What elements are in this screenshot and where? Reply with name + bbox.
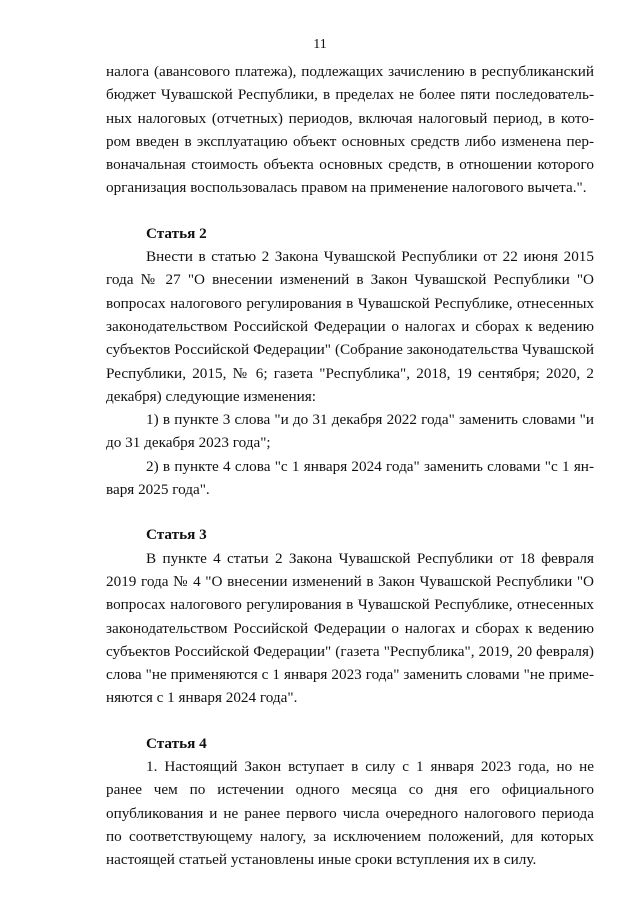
article-paragraph: 1) в пункте 3 слова "и до 31 декабря 2022 года" заменить словами "и до 31 декабря 2023 года"; [106, 411, 594, 452]
article-paragraph: В пункте 4 статьи 2 Закона Чувашской Республики от 18 февраля 2019 года № 4 "О внесении изменений в Закон Чувашской Республики "О вопросах налогового регулирования в Чувашской Республике, отнесенных законодательством Российской Федерации о налогах и сборах к ведению субъектов Российской Федерации" (газета "Республика", 2019, 20 февраля) слова "не применяются с 1 января 2023 года" заменить словами "не применяются с 1 января 2024 года". [106, 549, 594, 707]
document-body [106, 60, 594, 872]
article-heading: Статья 2 [146, 224, 207, 242]
article-paragraph: 2) в пункте 4 слова "с 1 января 2024 года" заменить словами "с 1 января 2025 года". [106, 457, 594, 499]
intro-paragraph: налога (авансового платежа), подлежащих зачислению в республиканский бюджет Чувашской Республики, в пределах не более пяти последовательных налоговых (отчетных) периодов, включая налоговый период, в котором введен в эксплуатацию объект основных средств либо изменена первоначальная стоимость объекта основных средств, в отношении которого организация воспользовалась правом на применение налогового вычета.". [106, 63, 594, 197]
article-paragraph: 1. Настоящий Закон вступает в силу с 1 января 2023 года, но не ранее чем по истечении одного месяца со дня его официального опубликования и не ранее первого числа очередного налогового периода по соответствующему налогу, за исключением положений, для которых настоящей статьей установлены иные сроки вступления их в силу. [106, 758, 594, 869]
article-paragraph: Внести в статью 2 Закона Чувашской Республики от 22 июня 2015 года № 27 "О внесении изменений в Закон Чувашской Республики "О вопросах налогового регулирования в Чувашской Республике, отнесенных законодательством Российской Федерации о налогах и сборах к ведению субъектов Российской Федерации" (Собрание законодательства Чувашской Республики, 2015, № 6; газета "Республика", 2018, 19 сентября; 2020, 2 декабря) следующие изменения: [106, 248, 594, 405]
article-3 [106, 523, 594, 709]
article-heading: Статья 4 [146, 734, 207, 752]
page-number: 11 [313, 37, 327, 52]
article-heading: Статья 3 [146, 526, 207, 544]
section-gap [106, 501, 594, 523]
article-2 [106, 222, 594, 502]
section-gap [106, 200, 594, 222]
article-4 [106, 732, 594, 872]
section-gap [106, 710, 594, 732]
